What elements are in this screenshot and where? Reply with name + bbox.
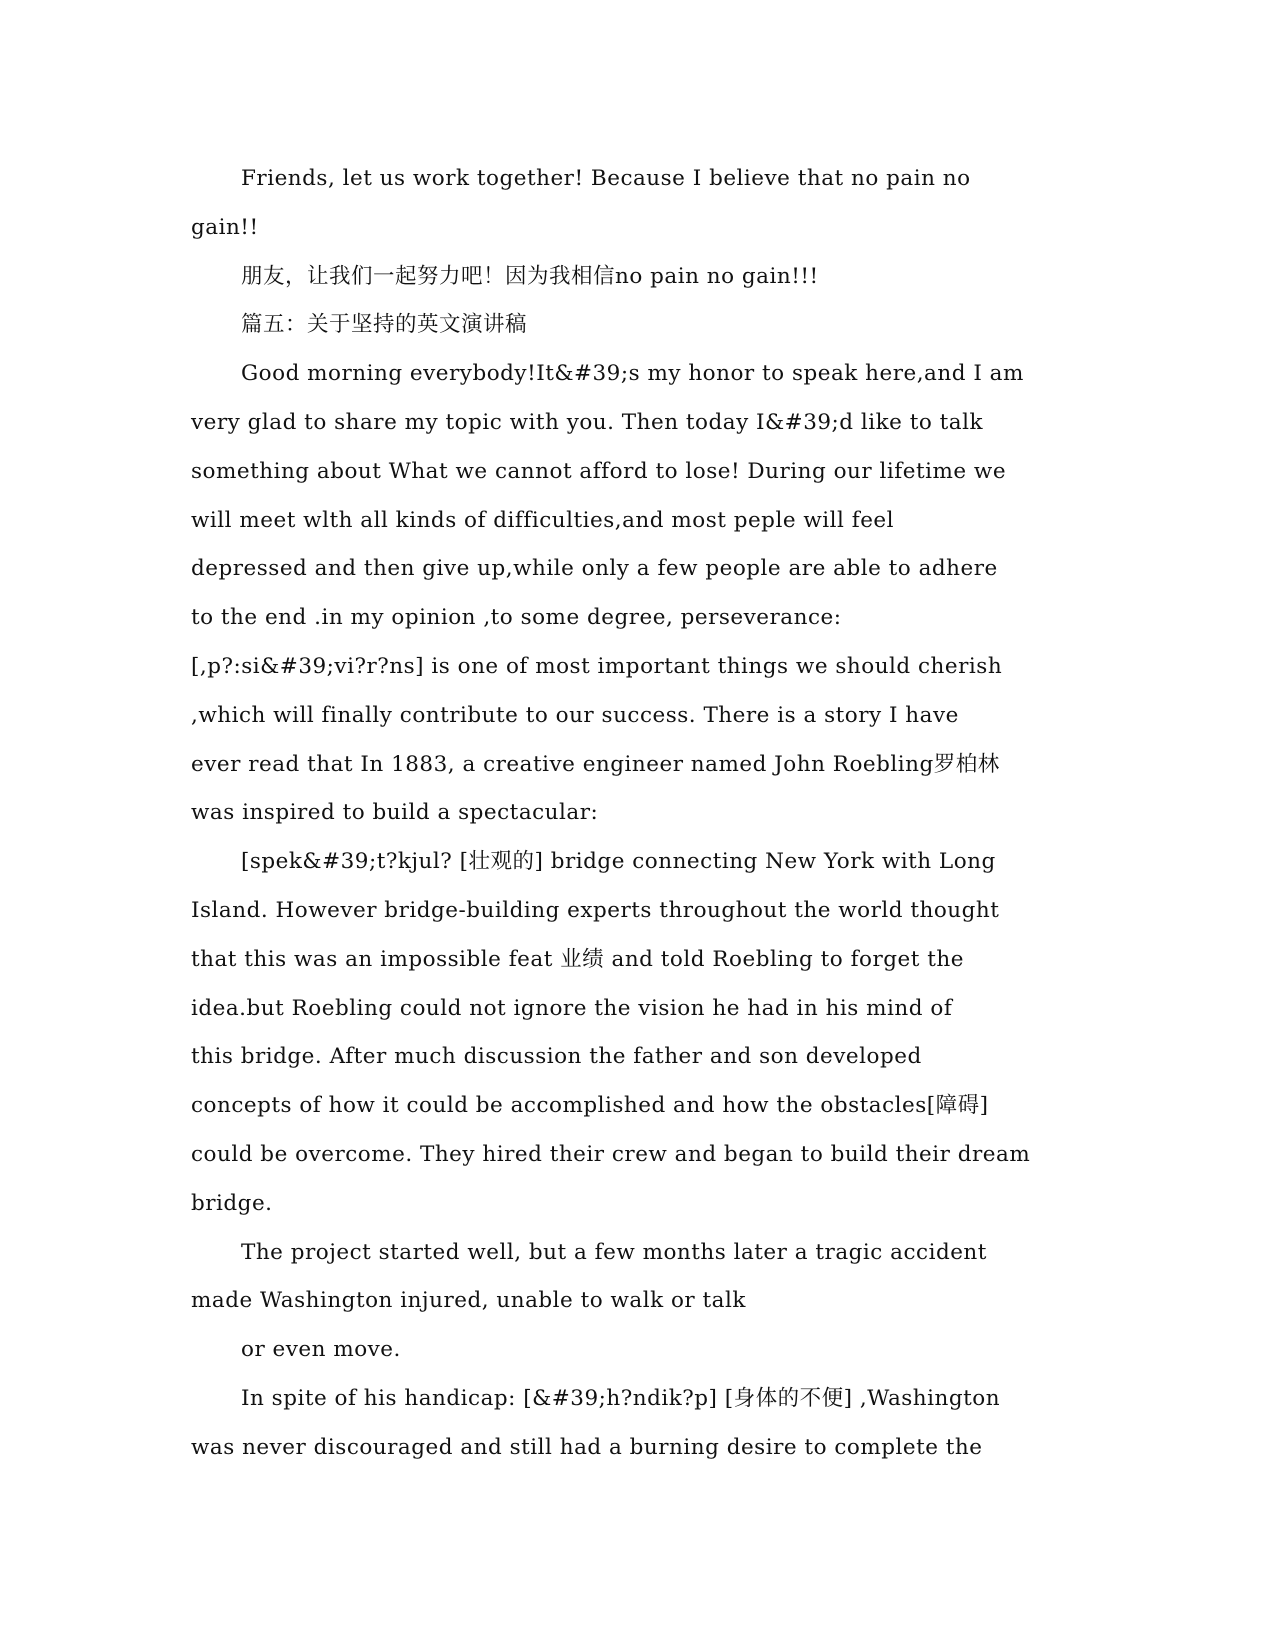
text-line: gain!! <box>191 214 259 240</box>
text-line: that this was an impossible feat 业绩 and told Roebling to forget the <box>191 946 964 972</box>
text-line: made Washington injured, unable to walk or talk <box>191 1288 746 1314</box>
body-text <box>191 155 1091 1473</box>
text-line: was inspired to build a spectacular: <box>191 800 599 826</box>
text-line: or even move. <box>241 1337 401 1363</box>
text-line: Good morning everybody!It&#39;s my honor to speak here,and I am <box>241 361 1024 387</box>
text-line: was never discouraged and still had a burning desire to complete the <box>191 1434 983 1460</box>
text-line: [,p?:si&#39;vi?r?ns] is one of most important things we should cherish <box>191 653 1003 679</box>
text-line: 朋友，让我们一起努力吧！因为我相信no pain no gain!!! <box>241 263 819 289</box>
text-line: idea.but Roebling could not ignore the vision he had in his mind of <box>191 995 953 1021</box>
text-line: In spite of his handicap: [&#39;h?ndik?p] [身体的不便] ,Washington <box>241 1385 1001 1411</box>
text-line: The project started well, but a few months later a tragic accident <box>241 1239 987 1265</box>
text-line: Island. However bridge-building experts throughout the world thought <box>191 897 1000 923</box>
text-line: something about What we cannot afford to lose! During our lifetime we <box>191 458 1007 484</box>
text-line: Friends, let us work together! Because I believe that no pain no <box>241 166 971 191</box>
text-line: bridge. <box>191 1190 273 1216</box>
text-line: very glad to share my topic with you. Then today I&#39;d like to talk <box>191 409 984 435</box>
text-line: ever read that In 1883, a creative engineer named John Roebling罗柏林 <box>191 751 1000 777</box>
text-line: to the end .in my opinion ,to some degree, perseverance: <box>191 605 842 631</box>
text-line: this bridge. After much discussion the father and son developed <box>191 1044 922 1070</box>
text-line: could be overcome. They hired their crew and began to build their dream <box>191 1141 1031 1167</box>
text-line: [spek&#39;t?kjul? [壮观的] bridge connecting New York with Long <box>241 849 996 875</box>
text-line: will meet wlth all kinds of difficulties,and most peple will feel <box>191 507 895 533</box>
text-line: concepts of how it could be accomplished and how the obstacles[障碍] <box>191 1093 989 1119</box>
text-line: ,which will finally contribute to our success. There is a story I have <box>191 702 959 728</box>
text-line: depressed and then give up,while only a few people are able to adhere <box>191 556 998 582</box>
section-heading: 篇五：关于坚持的英文演讲稿 <box>241 312 528 338</box>
